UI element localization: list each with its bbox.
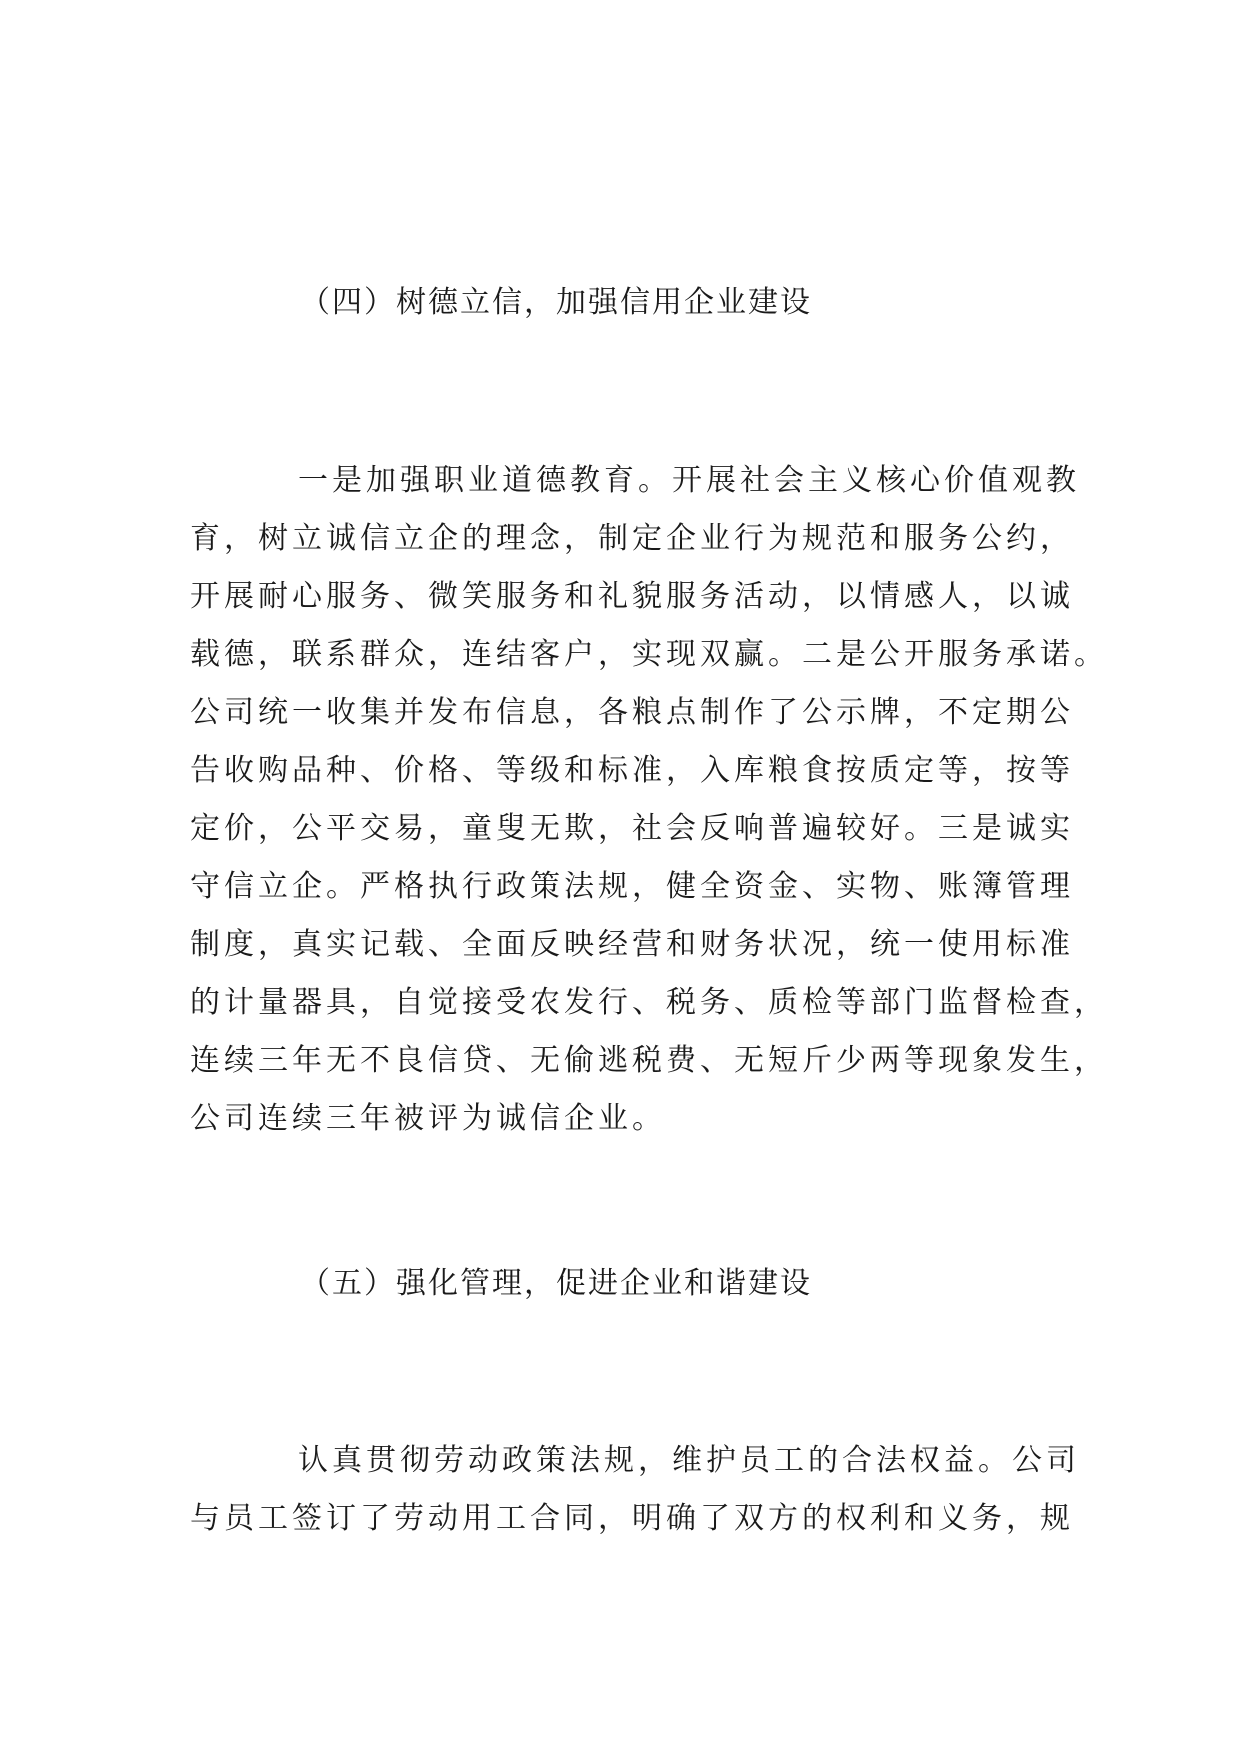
paragraph-line: 定价，公平交易，童叟无欺，社会反响普遍较好。三是诚实 [190, 811, 1074, 846]
paragraph-line: 育，树立诚信立企的理念，制定企业行为规范和服务公约， [190, 521, 1074, 556]
paragraph-line: 开展耐心服务、微笑服务和礼貌服务活动，以情感人，以诚 [190, 579, 1074, 614]
paragraph-line: 公司统一收集并发布信息，各粮点制作了公示牌，不定期公 [190, 695, 1074, 730]
paragraph-line: 的计量器具，自觉接受农发行、税务、质检等部门监督检查， [190, 985, 1108, 1020]
section-heading-5: （五）强化管理，促进企业和谐建设 [300, 1266, 812, 1301]
paragraph-line: 一是加强职业道德教育。开展社会主义核心价值观教 [298, 463, 1080, 498]
paragraph-line: 守信立企。严格执行政策法规，健全资金、实物、账簿管理 [190, 869, 1074, 904]
paragraph-line: 制度，真实记载、全面反映经营和财务状况，统一使用标准 [190, 927, 1074, 962]
paragraph-line: 公司连续三年被评为诚信企业。 [190, 1101, 666, 1136]
paragraph-line: 载德，联系群众，连结客户，实现双赢。二是公开服务承诺。 [190, 637, 1108, 672]
section-5-paragraph [190, 1432, 1080, 1548]
paragraph-line: 连续三年无不良信贷、无偷逃税费、无短斤少两等现象发生， [190, 1043, 1108, 1078]
paragraph-line: 告收购品种、价格、等级和标准，入库粮食按质定等，按等 [190, 753, 1074, 788]
paragraph-line: 与员工签订了劳动用工合同，明确了双方的权利和义务，规 [190, 1501, 1074, 1536]
section-4-paragraph [190, 452, 1108, 1148]
paragraph-line: 认真贯彻劳动政策法规，维护员工的合法权益。公司 [298, 1443, 1080, 1478]
section-heading-4: （四）树德立信，加强信用企业建设 [300, 285, 812, 320]
